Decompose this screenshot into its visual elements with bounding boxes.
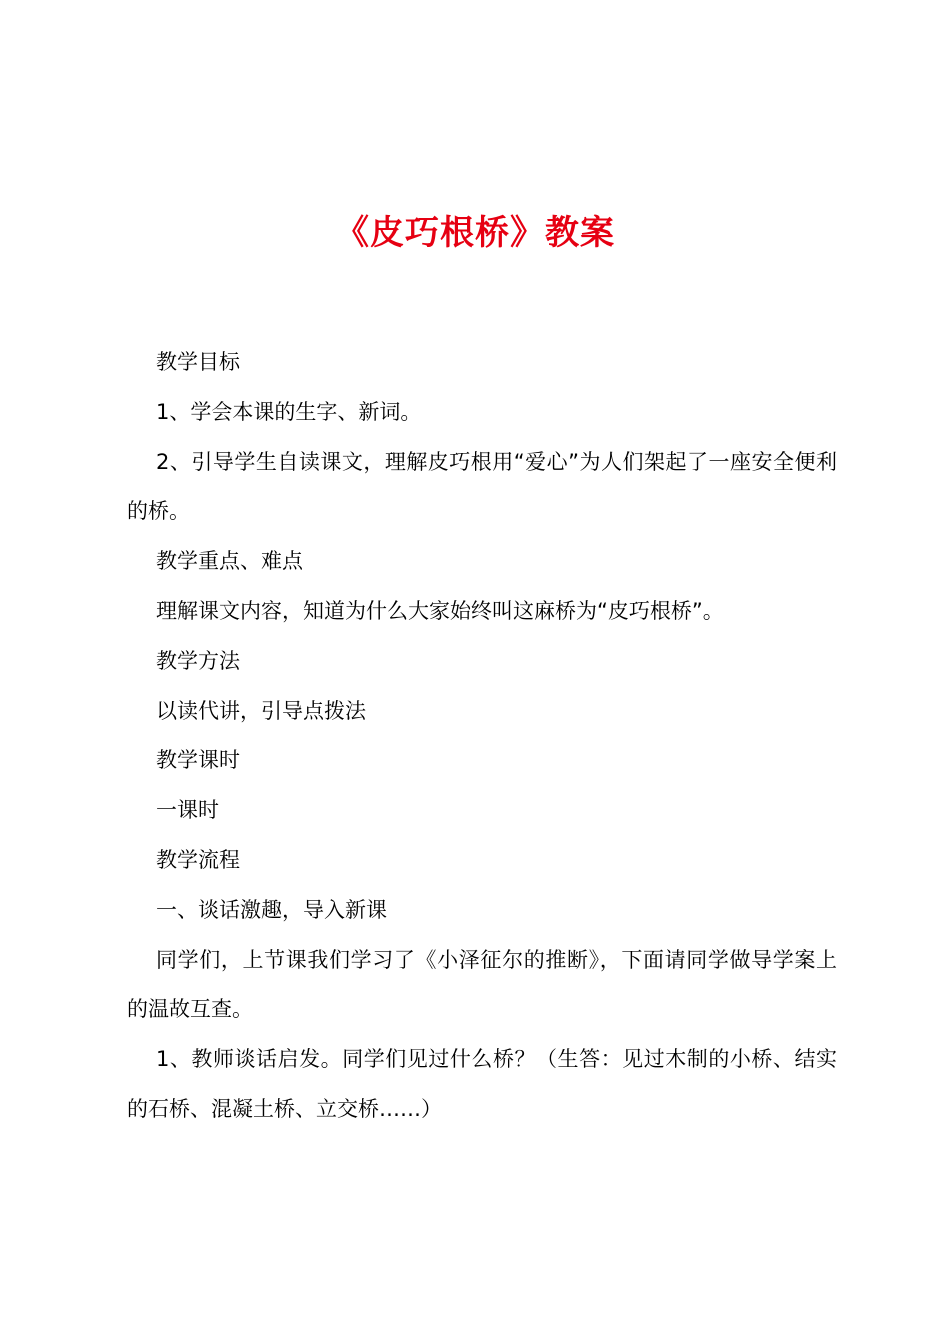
paragraph-review: 同学们，上节课我们学习了《小泽征尔的推断》，下面请同学做导学案上的温故互查。 [127,947,837,1022]
document-title: 《皮巧根桥》教案 [335,213,615,253]
heading-procedure: 教学流程 [156,847,240,872]
heading-objectives: 教学目标 [156,350,240,374]
heading-methods: 教学方法 [156,648,240,673]
paragraph-class-hours: 一课时 [156,798,219,823]
paragraph-objective-2: 2、引导学生自读课文，理解皮巧根用“爱心”为人们架起了一座安全便利的桥。 [127,449,837,524]
paragraph-teacher-prompt: 1、教师谈话启发。同学们见过什么桥？（生答：见过木制的小桥、结实的石桥、混凝土桥、立交桥……） [127,1047,837,1121]
document-body [127,338,837,1135]
heading-section-1: 一、谈话激趣，导入新课 [156,897,387,922]
heading-class-hours: 教学课时 [156,748,240,773]
paragraph-methods: 以读代讲，引导点拨法 [156,698,366,723]
paragraph-key-points: 理解课文内容，知道为什么大家始终叫这麻桥为“皮巧根桥”。 [156,598,724,623]
heading-key-points: 教学重点、难点 [156,549,303,574]
paragraph-objective-1: 1、学会本课的生字、新词。 [156,399,422,424]
